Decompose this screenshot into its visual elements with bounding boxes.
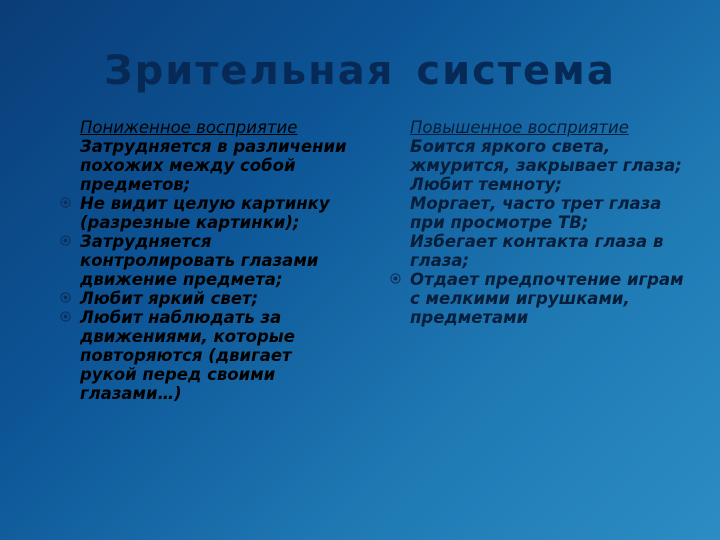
right-item-text: Повышенное восприятие (410, 118, 629, 137)
right-item-text: Боится яркого света, жмурится, закрывает глаза; (410, 137, 682, 175)
right-column (388, 118, 688, 327)
right-list-item (388, 232, 688, 270)
right-list-item (388, 175, 688, 194)
right-item-text: Отдает предпочтение играм с мелкими игрушками, предметами (410, 270, 684, 327)
right-list-item (388, 270, 688, 327)
target-bullet-icon (60, 292, 71, 303)
right-list-item (388, 118, 688, 137)
right-item-text: Моргает, часто трет глаза при просмотре ТВ; (410, 194, 662, 232)
left-list-item (58, 232, 348, 289)
slide-title: Зрительная система (104, 48, 616, 94)
left-list-item (58, 118, 348, 137)
target-bullet-icon (390, 273, 401, 284)
left-item-text: Любит наблюдать за движениями, которые повторяются (двигает рукой перед своими глазами…) (80, 308, 295, 403)
right-item-text: Избегает контакта глаза в глаза; (410, 232, 664, 270)
left-list-item (58, 289, 348, 308)
target-bullet-icon (60, 311, 71, 322)
left-item-text: Затрудняется контролировать глазами движение предмета; (80, 232, 319, 289)
left-item-text: Не видит целую картинку (разрезные картинки); (80, 194, 330, 232)
target-bullet-icon (60, 197, 71, 208)
left-list (58, 118, 348, 403)
right-item-text: Любит темноту; (410, 175, 563, 194)
left-item-text: Любит яркий свет; (80, 289, 259, 308)
left-list-item (58, 308, 348, 403)
right-list (388, 118, 688, 327)
left-item-text: Затрудняется в различении похожих между собой предметов; (80, 137, 347, 194)
left-list-item (58, 194, 348, 232)
left-list-item (58, 137, 348, 194)
target-bullet-icon (60, 235, 71, 246)
right-list-item (388, 194, 688, 232)
left-column (58, 118, 348, 403)
left-item-text: Пониженное восприятие (80, 118, 298, 137)
right-list-item (388, 137, 688, 175)
